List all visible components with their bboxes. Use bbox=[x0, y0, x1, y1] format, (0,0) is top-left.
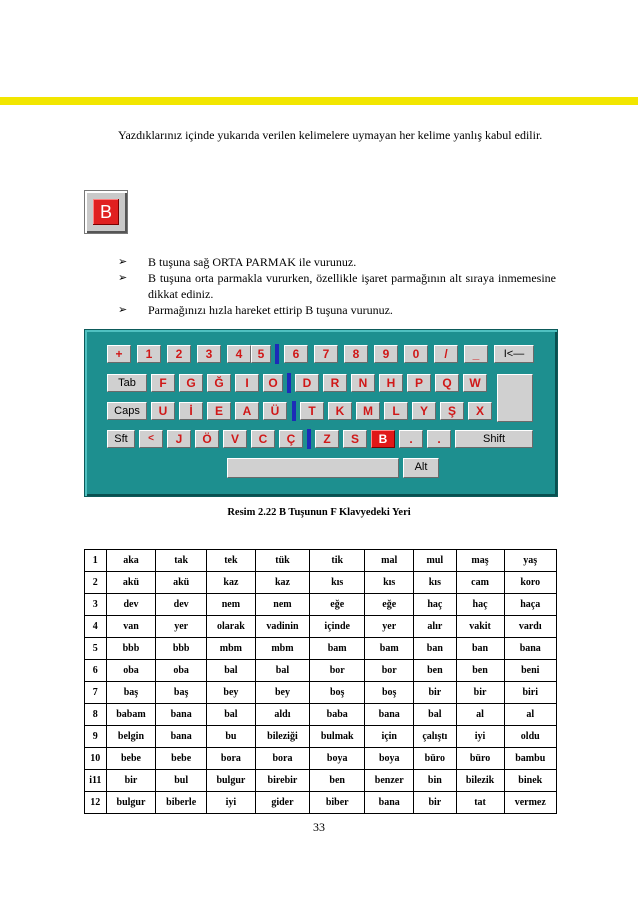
word-cell: bulgur bbox=[106, 792, 156, 814]
key-underscore: _ bbox=[464, 345, 488, 363]
row-number-cell: 4 bbox=[85, 616, 107, 638]
word-cell: vakit bbox=[456, 616, 504, 638]
word-practice-table bbox=[84, 549, 557, 814]
word-cell: bor bbox=[365, 660, 414, 682]
word-cell: ben bbox=[414, 660, 456, 682]
instruction-item: ➢ Parmağınızı hızla hareket ettirip B tuşuna vurunuz. bbox=[118, 303, 393, 317]
key-0: 0 bbox=[404, 345, 428, 363]
f-keyboard-image bbox=[84, 329, 558, 497]
row-number-cell: 10 bbox=[85, 748, 107, 770]
table-row bbox=[85, 550, 557, 572]
key-h: H bbox=[379, 374, 403, 392]
word-cell: bey bbox=[206, 682, 255, 704]
row-number-cell: 2 bbox=[85, 572, 107, 594]
row-number-cell: 7 bbox=[85, 682, 107, 704]
key-comma: . bbox=[427, 430, 451, 448]
key-9: 9 bbox=[374, 345, 398, 363]
word-cell: haç bbox=[456, 594, 504, 616]
key-period: . bbox=[399, 430, 423, 448]
word-cell: bal bbox=[255, 660, 309, 682]
word-cell: bal bbox=[414, 704, 456, 726]
key-v: V bbox=[223, 430, 247, 448]
table-row bbox=[85, 572, 557, 594]
table-row bbox=[85, 638, 557, 660]
word-cell: tük bbox=[255, 550, 309, 572]
word-cell: baş bbox=[156, 682, 207, 704]
word-cell: baş bbox=[106, 682, 156, 704]
row-number-cell: 5 bbox=[85, 638, 107, 660]
word-cell: nem bbox=[255, 594, 309, 616]
finger-zone-separator bbox=[292, 401, 296, 421]
key-2: 2 bbox=[167, 345, 191, 363]
key-g: G bbox=[179, 374, 203, 392]
figure-caption: Resim 2.22 B Tuşunun F Klavyedeki Yeri bbox=[227, 507, 411, 518]
word-cell: haça bbox=[504, 594, 557, 616]
word-cell: biri bbox=[504, 682, 557, 704]
word-cell: içinde bbox=[310, 616, 365, 638]
key-o-umlaut: Ö bbox=[195, 430, 219, 448]
word-cell: babam bbox=[106, 704, 156, 726]
word-cell: yer bbox=[365, 616, 414, 638]
word-cell: dev bbox=[156, 594, 207, 616]
word-cell: bileziği bbox=[255, 726, 309, 748]
word-cell: mal bbox=[365, 550, 414, 572]
key-g-breve: Ğ bbox=[207, 374, 231, 392]
key-4: 4 bbox=[227, 345, 251, 363]
word-cell: kaz bbox=[255, 572, 309, 594]
word-cell: mbm bbox=[206, 638, 255, 660]
word-cell: yer bbox=[156, 616, 207, 638]
word-cell: bal bbox=[206, 660, 255, 682]
word-cell: nem bbox=[206, 594, 255, 616]
word-cell: birebir bbox=[255, 770, 309, 792]
word-cell: tek bbox=[206, 550, 255, 572]
table-row bbox=[85, 748, 557, 770]
key-q: Q bbox=[435, 374, 459, 392]
word-cell: oba bbox=[156, 660, 207, 682]
word-cell: al bbox=[504, 704, 557, 726]
word-cell: akü bbox=[106, 572, 156, 594]
key-shift-left: Sft bbox=[107, 430, 135, 448]
word-cell: vardı bbox=[504, 616, 557, 638]
word-cell: bambu bbox=[504, 748, 557, 770]
word-cell: boya bbox=[365, 748, 414, 770]
word-cell: al bbox=[456, 704, 504, 726]
word-cell: beni bbox=[504, 660, 557, 682]
word-cell: bana bbox=[156, 704, 207, 726]
table-row bbox=[85, 704, 557, 726]
key-z: Z bbox=[315, 430, 339, 448]
word-cell: maş bbox=[456, 550, 504, 572]
word-cell: biberle bbox=[156, 792, 207, 814]
word-cell: bulgur bbox=[206, 770, 255, 792]
word-cell: yaş bbox=[504, 550, 557, 572]
word-cell: bu bbox=[206, 726, 255, 748]
table-row bbox=[85, 726, 557, 748]
yellow-header-bar bbox=[0, 97, 638, 105]
word-cell: cam bbox=[456, 572, 504, 594]
word-cell: bey bbox=[255, 682, 309, 704]
key-space bbox=[227, 458, 399, 478]
key-6: 6 bbox=[284, 345, 308, 363]
key-u: U bbox=[151, 402, 175, 420]
word-cell: iyi bbox=[206, 792, 255, 814]
table-row bbox=[85, 616, 557, 638]
word-cell: tat bbox=[456, 792, 504, 814]
word-cell: oba bbox=[106, 660, 156, 682]
word-cell: kıs bbox=[365, 572, 414, 594]
key-m: M bbox=[356, 402, 380, 420]
word-cell: vermez bbox=[504, 792, 557, 814]
key-a: A bbox=[235, 402, 259, 420]
key-enter bbox=[497, 374, 533, 422]
key-t: T bbox=[300, 402, 324, 420]
key-j: J bbox=[167, 430, 191, 448]
key-k: K bbox=[328, 402, 352, 420]
page-number: 33 bbox=[313, 820, 325, 834]
word-cell: bebe bbox=[106, 748, 156, 770]
key-s-cedilla: Ş bbox=[440, 402, 464, 420]
intro-text: Yazdıklarınız içinde yukarıda verilen kelimelere uymayan her kelime yanlış kabul edilir. bbox=[118, 128, 543, 142]
key-backspace: I<— bbox=[494, 345, 534, 363]
word-cell: büro bbox=[456, 748, 504, 770]
table-row bbox=[85, 660, 557, 682]
word-cell: olarak bbox=[206, 616, 255, 638]
word-cell: bana bbox=[504, 638, 557, 660]
key-shift-right: Shift bbox=[455, 430, 533, 448]
key-tab: Tab bbox=[107, 374, 147, 392]
word-cell: bul bbox=[156, 770, 207, 792]
word-cell: binek bbox=[504, 770, 557, 792]
word-cell: gider bbox=[255, 792, 309, 814]
key-f: F bbox=[151, 374, 175, 392]
word-cell: alır bbox=[414, 616, 456, 638]
word-cell: bbb bbox=[156, 638, 207, 660]
key-r: R bbox=[323, 374, 347, 392]
key-less-than: < bbox=[139, 430, 163, 448]
key-s: S bbox=[343, 430, 367, 448]
row-number-cell: 8 bbox=[85, 704, 107, 726]
word-cell: ben bbox=[456, 660, 504, 682]
word-cell: mul bbox=[414, 550, 456, 572]
key-p: P bbox=[407, 374, 431, 392]
key-1: 1 bbox=[137, 345, 161, 363]
intro-paragraph bbox=[84, 126, 556, 144]
word-cell: bulmak bbox=[310, 726, 365, 748]
word-cell: çalıştı bbox=[414, 726, 456, 748]
key-dotless-i: I bbox=[235, 374, 259, 392]
word-cell: bin bbox=[414, 770, 456, 792]
key-x: X bbox=[468, 402, 492, 420]
word-cell: eğe bbox=[310, 594, 365, 616]
word-cell: kıs bbox=[310, 572, 365, 594]
word-cell: bir bbox=[414, 682, 456, 704]
word-cell: aldı bbox=[255, 704, 309, 726]
key-d: D bbox=[295, 374, 319, 392]
key-3: 3 bbox=[197, 345, 221, 363]
word-cell: ban bbox=[414, 638, 456, 660]
word-cell: bor bbox=[310, 660, 365, 682]
instruction-item: ➢ B tuşuna orta parmakla vururken, özellikle işaret parmağının alt sıraya inmemesine dikkat ediniz. bbox=[118, 271, 556, 301]
word-cell: bir bbox=[414, 792, 456, 814]
word-cell: tak bbox=[156, 550, 207, 572]
key-alt: Alt bbox=[403, 458, 439, 478]
word-cell: boya bbox=[310, 748, 365, 770]
word-cell: oldu bbox=[504, 726, 557, 748]
word-cell: kıs bbox=[414, 572, 456, 594]
row-number-cell: 12 bbox=[85, 792, 107, 814]
key-y: Y bbox=[412, 402, 436, 420]
word-cell: bilezik bbox=[456, 770, 504, 792]
word-cell: dev bbox=[106, 594, 156, 616]
instruction-list bbox=[118, 254, 556, 318]
word-cell: vadinin bbox=[255, 616, 309, 638]
table-row bbox=[85, 682, 557, 704]
finger-zone-separator bbox=[307, 429, 311, 449]
key-caps: Caps bbox=[107, 402, 147, 420]
row-number-cell: i11 bbox=[85, 770, 107, 792]
word-cell: bbb bbox=[106, 638, 156, 660]
word-cell: büro bbox=[414, 748, 456, 770]
word-cell: bir bbox=[106, 770, 156, 792]
word-cell: belgin bbox=[106, 726, 156, 748]
row-number-cell: 1 bbox=[85, 550, 107, 572]
arrow-bullet-icon: ➢ bbox=[118, 303, 128, 316]
word-cell: bam bbox=[365, 638, 414, 660]
word-cell: kaz bbox=[206, 572, 255, 594]
b-key-face: B bbox=[93, 199, 119, 225]
word-cell: aka bbox=[106, 550, 156, 572]
instruction-item: ➢ B tuşuna sağ ORTA PARMAK ile vurunuz. bbox=[118, 255, 357, 269]
word-cell: iyi bbox=[456, 726, 504, 748]
word-cell: mbm bbox=[255, 638, 309, 660]
word-cell: haç bbox=[414, 594, 456, 616]
key-5: 5 bbox=[251, 345, 271, 363]
word-cell: bir bbox=[456, 682, 504, 704]
word-cell: bora bbox=[206, 748, 255, 770]
key-n: N bbox=[351, 374, 375, 392]
word-cell: boş bbox=[365, 682, 414, 704]
key-c: C bbox=[251, 430, 275, 448]
key-u-umlaut: Ü bbox=[263, 402, 287, 420]
word-cell: akü bbox=[156, 572, 207, 594]
key-slash: / bbox=[434, 345, 458, 363]
table-row bbox=[85, 770, 557, 792]
word-cell: bora bbox=[255, 748, 309, 770]
key-c-cedilla: Ç bbox=[279, 430, 303, 448]
word-cell: van bbox=[106, 616, 156, 638]
word-cell: ben bbox=[310, 770, 365, 792]
row-number-cell: 9 bbox=[85, 726, 107, 748]
word-cell: için bbox=[365, 726, 414, 748]
word-cell: bal bbox=[206, 704, 255, 726]
key-7: 7 bbox=[314, 345, 338, 363]
row-number-cell: 6 bbox=[85, 660, 107, 682]
word-cell: bam bbox=[310, 638, 365, 660]
word-cell: bana bbox=[156, 726, 207, 748]
table-row bbox=[85, 594, 557, 616]
table-row bbox=[85, 792, 557, 814]
word-cell: biber bbox=[310, 792, 365, 814]
word-cell: baba bbox=[310, 704, 365, 726]
word-cell: benzer bbox=[365, 770, 414, 792]
word-cell: bana bbox=[365, 704, 414, 726]
key-w: W bbox=[463, 374, 487, 392]
key-8: 8 bbox=[344, 345, 368, 363]
row-number-cell: 3 bbox=[85, 594, 107, 616]
key-o: O bbox=[263, 374, 283, 392]
key-i-dot: İ bbox=[179, 402, 203, 420]
key-plus: + bbox=[107, 345, 131, 363]
word-cell: ban bbox=[456, 638, 504, 660]
key-e: E bbox=[207, 402, 231, 420]
finger-zone-separator bbox=[275, 344, 279, 364]
word-cell: bebe bbox=[156, 748, 207, 770]
finger-zone-separator bbox=[287, 373, 291, 393]
b-key-illustration bbox=[84, 190, 128, 234]
word-cell: boş bbox=[310, 682, 365, 704]
key-b-highlighted: B bbox=[371, 430, 395, 448]
word-cell: tik bbox=[310, 550, 365, 572]
word-cell: bana bbox=[365, 792, 414, 814]
arrow-bullet-icon: ➢ bbox=[118, 255, 128, 268]
word-cell: koro bbox=[504, 572, 557, 594]
key-l: L bbox=[384, 402, 408, 420]
arrow-bullet-icon: ➢ bbox=[118, 271, 128, 284]
word-cell: eğe bbox=[365, 594, 414, 616]
